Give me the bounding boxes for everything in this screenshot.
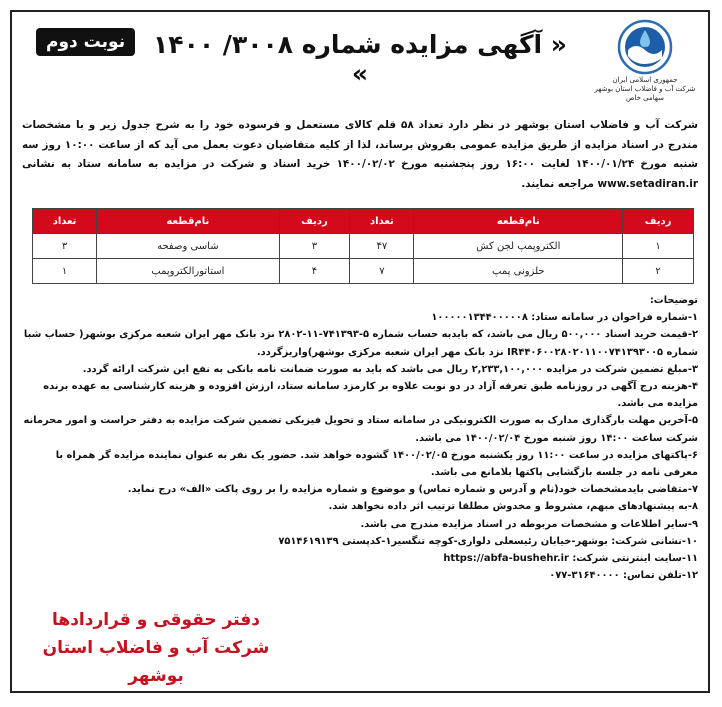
note-item: ۹-سایر اطلاعات و مشخصات مربوطه در اسناد مزایده مندرج می باشد. — [360, 518, 698, 530]
table-cell: ۱ — [33, 259, 97, 284]
notes-title: توضیحات: — [649, 295, 698, 306]
table-cell: ۴ — [279, 259, 350, 284]
signoff-department: دفتر حقوقی و قراردادها — [52, 610, 260, 630]
note-item: ۱۰-نشانی شرکت: بوشهر-خیابان رئیسعلی دلواری-کوچه تنگسیر۱-کدپستی ۷۵۱۴۶۱۹۱۳۹ — [278, 535, 698, 547]
logo-caption: شرکت آب و فاضلاب استان بوشهر — [594, 85, 696, 93]
table-cell: ۳ — [33, 234, 97, 259]
table-cell: حلزونی پمپ — [414, 259, 623, 284]
col-header-count-2: تعداد — [33, 209, 97, 234]
intro-paragraph: شرکت آب و فاضلاب استان بوشهر در نظر دارد تعداد ۵۸ قلم کالای مستعمل و فرسوده خود را به شرح جدول زیر و با مشخصات مندرج در اسناد مزایده از طریق مزایده عمومی بفروش برساند، لذا از کلیه متقاضیان دعوت بعمل می آید که از ساعت ۱۰:۰۰ روز سه شنبه مورخ ۱۴۰۰/۰۱/۲۴ لغایت ۱۶:۰۰ روز پنجشنبه مورخ ۱۴۰۰/۰۲/۰۲ خرید اسناد و شرکت در مزایده به سامانه ستاد به نشانی www.setadiran.ir مراجعه نمایند. — [22, 119, 698, 190]
logo-caption-top: جمهوری اسلامی ایران — [612, 76, 678, 84]
col-header-row-num-2: ردیف — [279, 209, 350, 234]
note-item: ۶-پاکتهای مزایده در ساعت ۱۱:۰۰ روز یکشنبه مورخ ۱۴۰۰/۰۲/۰۵ گشوده خواهد شد. حضور یک نفر به عنوان نماینده مزایده گر همراه با معرفی نامه در جلسه بازگشایی پاکتها بلامانع می باشد. — [55, 449, 698, 479]
ad-title: « آگهی مزایده شماره ۳۰۰۸/ ۱۴۰۰ » — [153, 30, 567, 88]
table-row — [33, 259, 694, 284]
table-cell: ۳ — [279, 234, 350, 259]
logo-caption-sub: سهامی خاص — [626, 94, 664, 102]
table-cell: ۴۷ — [350, 234, 414, 259]
col-header-part-name: نام‌قطعه — [414, 209, 623, 234]
col-header-row-num: ردیف — [623, 209, 694, 234]
notes-section — [22, 292, 698, 584]
table-cell: ۲ — [623, 259, 694, 284]
note-item: ۱۲-تلفن تماس: ۳۱۶۴۰۰۰۰-۰۷۷ — [549, 570, 698, 582]
col-header-part-name-2: نام‌قطعه — [97, 209, 279, 234]
table-cell: شاسی وصفحه — [97, 234, 279, 259]
table-cell: الکتروپمپ لجن کش — [414, 234, 623, 259]
table-header-row — [33, 209, 694, 234]
note-item: ۷-متقاضی بایدمشخصات خود(نام و آدرس و شماره تماس) و موضوع و شماره مزایده را بر روی پاکت «الف» درج نماید. — [127, 484, 698, 496]
company-logo — [590, 18, 700, 110]
note-item: ۳-مبلغ تضمین شرکت در مزایده ۲,۲۳۳,۱۰۰,۰۰۰ ریال می باشد که باید به صورت ضمانت نامه بانکی به نفع این شرکت ارائه گردد. — [82, 363, 698, 375]
note-item: ۲-قیمت خرید اسناد ۵۰۰,۰۰۰ ریال می باشد، که بایدبه حساب شماره ۵-۷۴۱۳۹۳-۱۱-۲۸۰۲ نزد بانک مهر ایران شعبه مرکزی بوشهر( حساب شبا شماره IR۴۴۰۶۰۰۲۸۰۲۰۱۱۰۰۷۴۱۳۹۳۰۰۵ نزد بانک مهر ایران شعبه مرکزی بوشهر)واریزگردد. — [23, 329, 698, 358]
col-header-count: تعداد — [350, 209, 414, 234]
note-item: ۴-هزینه درج آگهی در روزنامه طبق تعرفه آزاد در دو نوبت علاوه بر کارمزد سامانه ستاد، ارزش افزوده و هزینه کارشناسی به عهده برنده مزایده می باشد. — [43, 381, 698, 410]
table-cell: ۷ — [350, 259, 414, 284]
note-item: ۱۱-سایت اینترنتی شرکت: https://abfa-bushehr.ir — [443, 553, 698, 565]
table-row — [33, 234, 694, 259]
table-cell: ۱ — [623, 234, 694, 259]
note-item: ۱-شماره فراخوان در سامانه ستاد: ۱۰۰۰۰۰۱۳۴۴۰۰۰۰۰۸ — [431, 312, 698, 324]
water-drop-logo-icon — [614, 18, 676, 76]
items-table — [32, 208, 694, 284]
note-item: ۸-به پیشنهادهای مبهم، مشروط و مخدوش مطلقا ترتیب اثر داده نخواهد شد. — [328, 501, 698, 513]
publication-badge: نوبت دوم — [36, 28, 135, 56]
signoff-company: شرکت آب و فاضلاب استان بوشهر — [42, 638, 270, 686]
table-cell: استاتورالکتروپمپ — [97, 259, 279, 284]
note-item: ۵-آخرین مهلت بارگذاری مدارک به صورت الکترونیکی در سامانه ستاد و تحویل فیزیکی تضمین شرکت مزایده به دفتر حراست و امور محرمانه شرکت ساعت ۱۴:۰۰ روز شنبه مورخ ۱۴۰۰/۰۲/۰۴ می باشد. — [23, 415, 698, 444]
signoff-block — [26, 606, 286, 690]
